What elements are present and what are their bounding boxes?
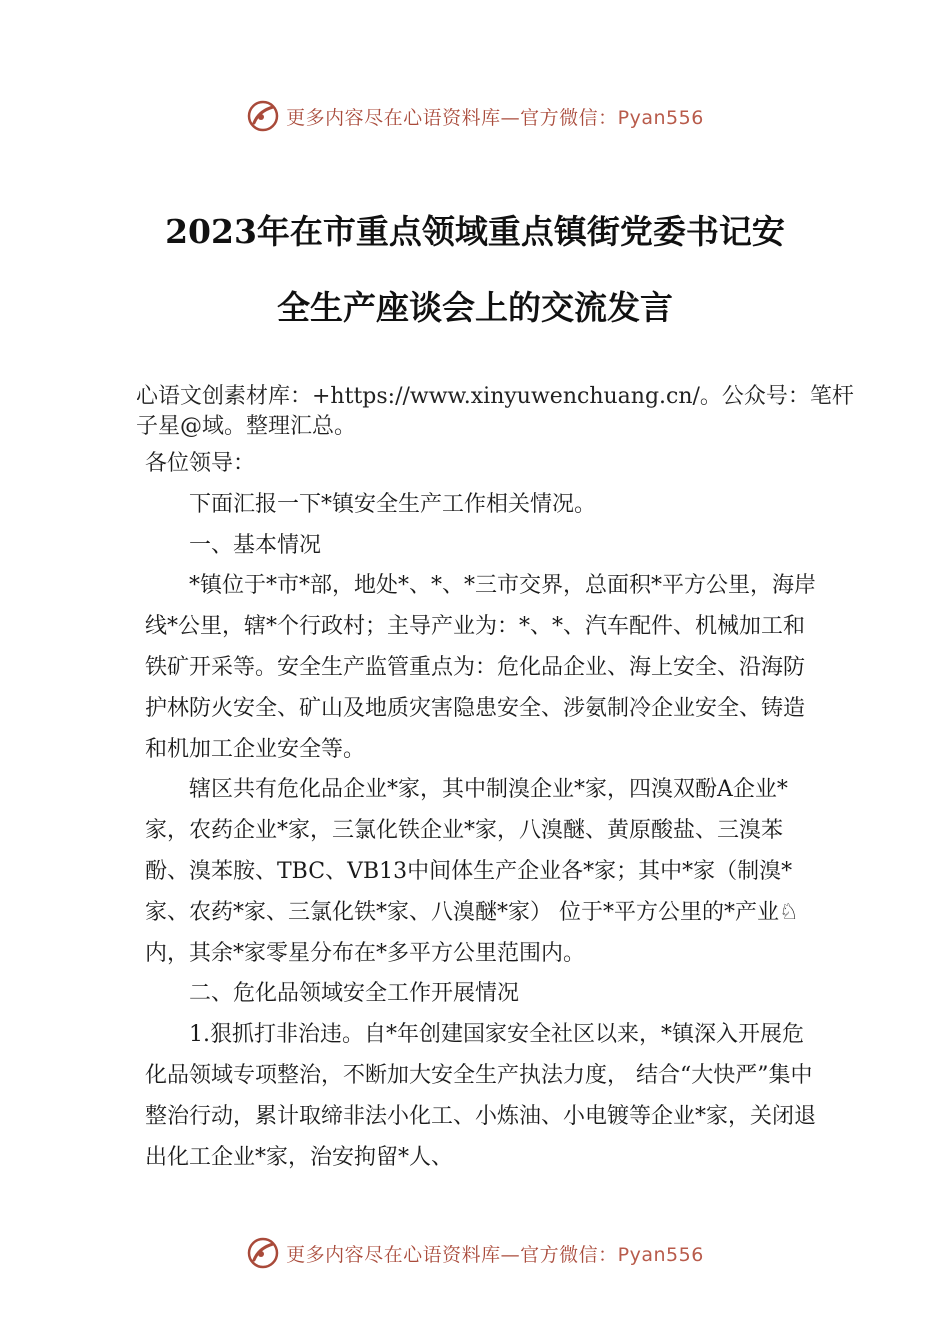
source-note: 心语文创素材库：+https://www.xinyuwenchuang.cn/。公众号：笔杆子星@域。整理汇总。	[136, 384, 854, 439]
document-title-line2: 全生产座谈会上的交流发言	[277, 288, 673, 327]
paragraph: 下面汇报一下*镇安全生产工作相关情况。	[189, 491, 597, 517]
section-heading: 二、危化品领域安全工作开展情况	[189, 981, 520, 1007]
paragraph: 1.狠抓打非治违。自*年创建国家安全社区以来，*镇深入开展危化品领域专项整治，不断加大安全生产执法力度， 结合“大快严”集中整治行动，累计取缔非法小化工、小炼油、小电镀等企业*家，关闭退出化工企业*家，治安拘留*人、	[145, 1022, 817, 1170]
wechat-handle: Pyan556	[617, 1243, 704, 1266]
wechat-handle: Pyan556	[617, 106, 704, 129]
paragraph: 辖区共有危化品企业*家，其中制溴企业*家，四溴双酚A企业*家，农药企业*家，三氯化铁企业*家，八溴醚、黄原酸盐、三溴苯酚、溴苯胺、TBC、VB13中间体生产企业各*家；其中*家（制溴*家、农药*家、三氯化铁*家、八溴醚*家） 位于*平方公里的*产业♘内，其余*家零星分布在*多平方公里范围内。	[145, 777, 799, 966]
brand-logo-icon	[246, 99, 280, 133]
salutation: 各位领导：	[145, 451, 256, 476]
footer-banner	[0, 1233, 950, 1273]
header-banner	[0, 96, 950, 136]
banner-text: 更多内容尽在心语资料库—官方微信：Pyan556	[286, 1243, 704, 1266]
brand-logo-icon	[246, 1236, 280, 1270]
section-heading: 一、基本情况	[189, 532, 322, 558]
document-body	[145, 444, 825, 1178]
paragraph: *镇位于*市*部，地处*、*、*三市交界，总面积*平方公里，海岸线*公里，辖*个行政村；主导产业为：*、*、汽车配件、机械加工和铁矿开采等。安全生产监管重点为：危化品企业、海上安全、沿海防护林防火安全、矿山及地质灾害隐患安全、涉氨制冷企业安全、铸造和机加工企业安全等。	[145, 573, 817, 762]
banner-text: 更多内容尽在心语资料库—官方微信：Pyan556	[286, 106, 704, 129]
document-title-line1: 2023年在市重点领域重点镇街党委书记安	[165, 212, 785, 251]
